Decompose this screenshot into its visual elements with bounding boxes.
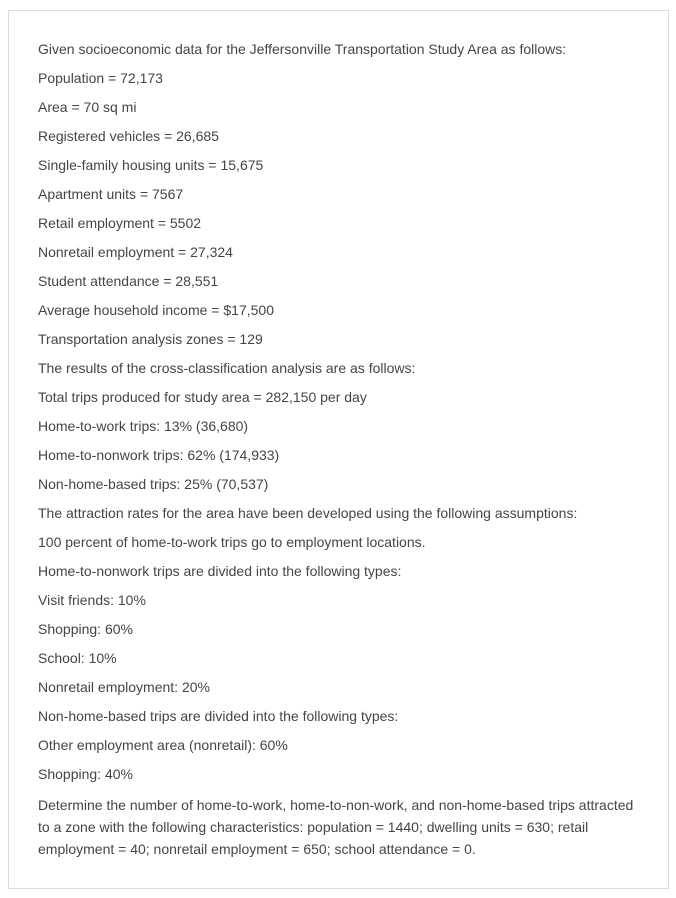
household-income-line: Average household income = $17,500 <box>38 302 274 318</box>
student-attendance-line: Student attendance = 28,551 <box>38 273 219 289</box>
nonretail-employment-share-line: Nonretail employment: 20% <box>38 679 210 695</box>
area-line: Area = 70 sq mi <box>38 99 137 115</box>
home-to-work-assumption-line: 100 percent of home-to-work trips go to employment locations. <box>38 534 426 550</box>
non-home-based-types-line: Non-home-based trips are divided into the following types: <box>38 708 399 724</box>
non-home-based-line: Non-home-based trips: 25% (70,537) <box>38 476 269 492</box>
problem-text <box>38 40 646 860</box>
other-employment-line: Other employment area (nonretail): 60% <box>38 737 288 753</box>
nhb-shopping-line: Shopping: 40% <box>38 766 133 782</box>
cross-classification-intro-line: The results of the cross-classification analysis are as follows: <box>38 360 416 376</box>
shopping-line: Shopping: 60% <box>38 621 133 637</box>
attraction-rates-intro-line: The attraction rates for the area have been developed using the following assumptions: <box>38 505 578 521</box>
registered-vehicles-line: Registered vehicles = 26,685 <box>38 128 219 144</box>
apartment-units-line: Apartment units = 7567 <box>38 186 184 202</box>
nonretail-employment-line: Nonretail employment = 27,324 <box>38 244 233 260</box>
single-family-housing-line: Single-family housing units = 15,675 <box>38 157 264 173</box>
home-to-work-line: Home-to-work trips: 13% (36,680) <box>38 418 249 434</box>
home-to-nonwork-line: Home-to-nonwork trips: 62% (174,933) <box>38 447 280 463</box>
home-to-nonwork-types-line: Home-to-nonwork trips are divided into the following types: <box>38 563 402 579</box>
total-trips-line: Total trips produced for study area = 282,150 per day <box>38 389 367 405</box>
retail-employment-line: Retail employment = 5502 <box>38 215 202 231</box>
problem-card <box>8 10 669 889</box>
analysis-zones-line: Transportation analysis zones = 129 <box>38 331 263 347</box>
school-line: School: 10% <box>38 650 117 666</box>
question-paragraph: Determine the number of home-to-work, home-to-non-work, and non-home-based trips attracted to a zone with the following characteristics: population = 1440; dwelling units = 630; retail employment = 40; nonretail employment = 650; school attendance = 0. <box>38 797 634 857</box>
intro-line: Given socioeconomic data for the Jeffersonville Transportation Study Area as follows: <box>38 41 567 57</box>
population-line: Population = 72,173 <box>38 70 163 86</box>
visit-friends-line: Visit friends: 10% <box>38 592 146 608</box>
